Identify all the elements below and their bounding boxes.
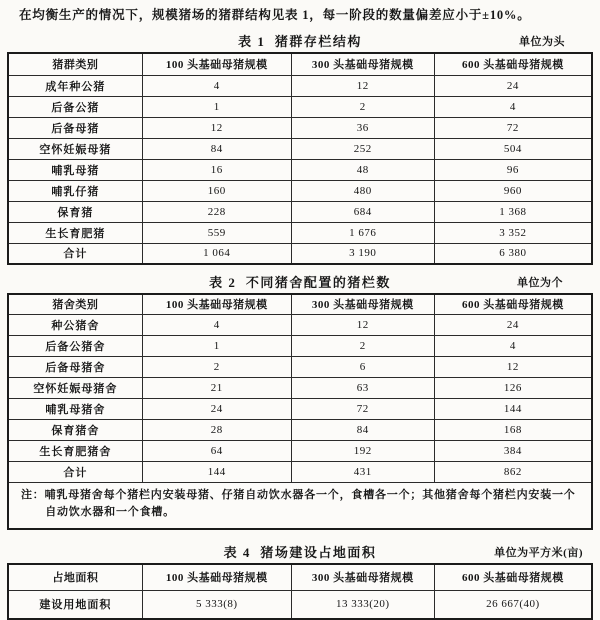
column-header: 600 头基础母猪规模 — [434, 53, 592, 75]
cell-value: 504 — [434, 138, 592, 159]
cell-value: 4 — [142, 75, 291, 96]
cell-value: 960 — [434, 180, 592, 201]
column-header: 300 头基础母猪规模 — [291, 53, 434, 75]
cell-value: 12 — [434, 356, 592, 377]
cell-value: 228 — [142, 201, 291, 222]
column-header: 300 头基础母猪规模 — [291, 564, 434, 591]
row-label: 后备母猪舍 — [8, 356, 142, 377]
cell-value: 3 352 — [434, 222, 592, 243]
cell-value: 559 — [142, 222, 291, 243]
cell-value: 16 — [142, 159, 291, 180]
cell-value: 384 — [434, 440, 592, 461]
cell-value: 2 — [291, 335, 434, 356]
row-label: 空怀妊娠母猪 — [8, 138, 142, 159]
row-label: 后备母猪 — [8, 117, 142, 138]
cell-value: 84 — [142, 138, 291, 159]
cell-value: 192 — [291, 440, 434, 461]
column-header: 300 头基础母猪规模 — [291, 294, 434, 314]
cell-value: 24 — [434, 314, 592, 335]
row-label: 合计 — [8, 461, 142, 482]
table4-unit-label: 单位为平方米(亩) — [494, 546, 583, 559]
cell-value: 2 — [291, 96, 434, 117]
table2-title: 表 2 不同猪舍配置的猪栏数 — [209, 275, 391, 290]
cell-value: 2 — [142, 356, 291, 377]
row-label: 建设用地面积 — [8, 591, 142, 619]
table1-title: 表 1 猪群存栏结构 — [238, 34, 362, 49]
cell-value: 4 — [434, 96, 592, 117]
cell-value: 13 333(20) — [291, 591, 434, 619]
column-header: 100 头基础母猪规模 — [142, 53, 291, 75]
row-label: 哺乳仔猪 — [8, 180, 142, 201]
table1-caption-row — [7, 31, 593, 48]
column-header: 占地面积 — [8, 564, 142, 591]
cell-value: 12 — [142, 117, 291, 138]
table-note: 注：哺乳母猪舍每个猪栏内安装母猪、仔猪自动饮水器各一个，食槽各一个；其他猪舍每个猪栏内安装一个自动饮水器和一个食槽。 — [21, 488, 576, 519]
cell-value: 4 — [434, 335, 592, 356]
land-area-table — [7, 563, 593, 620]
pen-count-section — [7, 272, 593, 530]
cell-value: 431 — [291, 461, 434, 482]
herd-structure-table — [7, 52, 593, 265]
cell-value: 480 — [291, 180, 434, 201]
cell-value: 28 — [142, 419, 291, 440]
cell-value: 26 667(40) — [434, 591, 592, 619]
cell-value: 126 — [434, 377, 592, 398]
cell-value: 64 — [142, 440, 291, 461]
cell-value: 1 368 — [434, 201, 592, 222]
intro-paragraph: 在均衡生产的情况下，规模猪场的猪群结构见表 1，每一阶段的数量偏差应小于±10%。 — [19, 8, 531, 22]
cell-value: 72 — [434, 117, 592, 138]
row-label: 后备公猪 — [8, 96, 142, 117]
row-label: 保育猪 — [8, 201, 142, 222]
row-label: 种公猪舍 — [8, 314, 142, 335]
cell-value: 21 — [142, 377, 291, 398]
cell-value: 160 — [142, 180, 291, 201]
cell-value: 862 — [434, 461, 592, 482]
cell-value: 12 — [291, 75, 434, 96]
cell-value: 1 — [142, 96, 291, 117]
table1-unit-label: 单位为头 — [519, 36, 565, 48]
row-label: 哺乳母猪舍 — [8, 398, 142, 419]
cell-value: 84 — [291, 419, 434, 440]
cell-value: 684 — [291, 201, 434, 222]
table2-caption-row — [7, 272, 593, 289]
row-label: 保育猪舍 — [8, 419, 142, 440]
cell-value: 144 — [142, 461, 291, 482]
cell-value: 72 — [291, 398, 434, 419]
cell-value: 36 — [291, 117, 434, 138]
cell-value: 5 333(8) — [142, 591, 291, 619]
cell-value: 24 — [142, 398, 291, 419]
cell-value: 12 — [291, 314, 434, 335]
cell-value: 96 — [434, 159, 592, 180]
cell-value: 4 — [142, 314, 291, 335]
column-header: 600 头基础母猪规模 — [434, 564, 592, 591]
cell-value: 252 — [291, 138, 434, 159]
cell-value: 6 380 — [434, 243, 592, 264]
column-header: 100 头基础母猪规模 — [142, 564, 291, 591]
row-label: 空怀妊娠母猪舍 — [8, 377, 142, 398]
cell-value: 1 064 — [142, 243, 291, 264]
row-label: 生长育肥猪 — [8, 222, 142, 243]
cell-value: 6 — [291, 356, 434, 377]
column-header: 猪群类别 — [8, 53, 142, 75]
cell-value: 1 676 — [291, 222, 434, 243]
cell-value: 3 190 — [291, 243, 434, 264]
row-label: 后备公猪舍 — [8, 335, 142, 356]
column-header: 猪舍类别 — [8, 294, 142, 314]
cell-value: 1 — [142, 335, 291, 356]
row-label: 生长育肥猪舍 — [8, 440, 142, 461]
row-label: 成年种公猪 — [8, 75, 142, 96]
row-label: 哺乳母猪 — [8, 159, 142, 180]
table4-title: 表 4 猪场建设占地面积 — [223, 544, 377, 560]
land-area-section — [7, 542, 593, 620]
cell-value: 24 — [434, 75, 592, 96]
column-header: 100 头基础母猪规模 — [142, 294, 291, 314]
cell-value: 48 — [291, 159, 434, 180]
herd-structure-section — [7, 31, 593, 265]
cell-value: 144 — [434, 398, 592, 419]
column-header: 600 头基础母猪规模 — [434, 294, 592, 314]
pen-count-table — [7, 293, 593, 530]
cell-value: 63 — [291, 377, 434, 398]
table4-caption-row — [7, 542, 593, 559]
cell-value: 168 — [434, 419, 592, 440]
table2-unit-label: 单位为个 — [517, 277, 563, 289]
row-label: 合计 — [8, 243, 142, 264]
